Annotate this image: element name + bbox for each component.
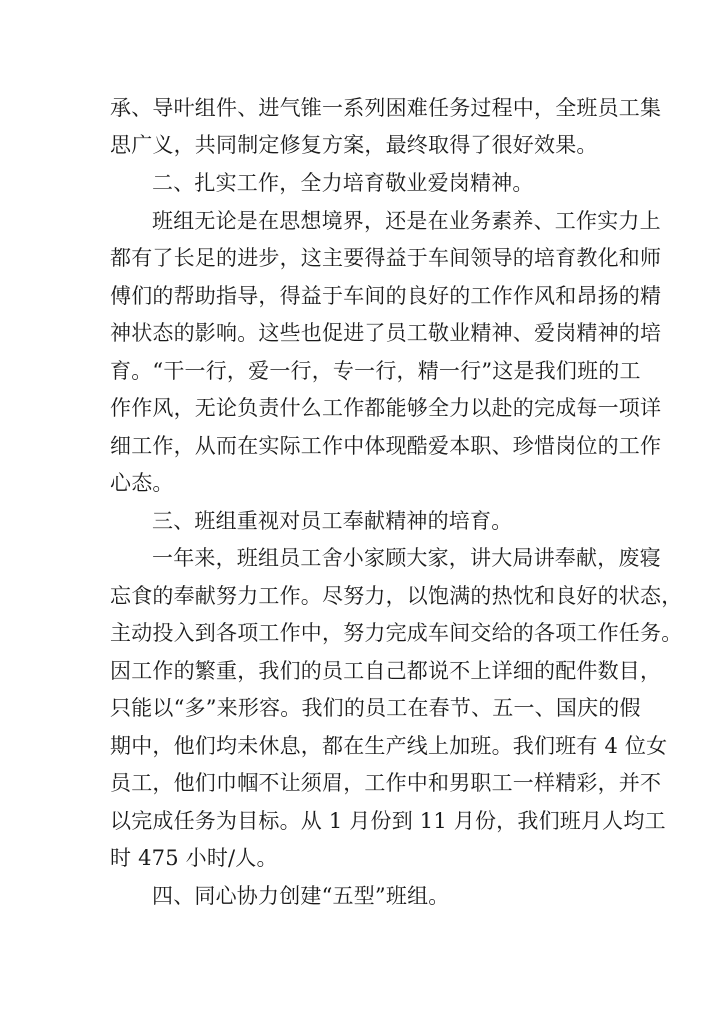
text-line: 班组无论是在思想境界，还是在业务素养、工作实力上 xyxy=(152,209,661,233)
text-line: 因工作的繁重，我们的员工自己都说不上详细的配件数目， xyxy=(110,659,662,683)
text-line: 主动投入到各项工作中，努力完成车间交给的各项工作任务。 xyxy=(110,621,683,645)
text-line: 员工，他们巾帼不让须眉，工作中和男职工一样精彩，并不 xyxy=(110,771,662,795)
text-line: 细工作，从而在实际工作中体现酷爱本职、珍惜岗位的工作 xyxy=(110,434,662,458)
text-line: 期中，他们均未休息，都在生产线上加班。我们班有 4 位女 xyxy=(110,734,668,758)
text-line: 一年来，班组员工舍小家顾大家，讲大局讲奉献，废寝 xyxy=(152,546,661,570)
text-line: 作作风，无论负责什么工作都能够全力以赴的完成每一项详 xyxy=(110,396,662,420)
text-line: 时 475 小时/人。 xyxy=(110,846,278,870)
text-line: 承、导叶组件、进气锥一系列困难任务过程中，全班员工集 xyxy=(110,96,662,120)
text-line: 都有了长足的进步，这主要得益于车间领导的培育教化和师 xyxy=(110,246,662,270)
text-line: 思广义，共同制定修复方案，最终取得了很好效果。 xyxy=(110,133,598,157)
section-heading: 二、扎实工作，全力培育敬业爱岗精神。 xyxy=(152,171,534,195)
text-line: 只能以“多”来形容。我们的员工在春节、五一、国庆的假 xyxy=(110,696,641,720)
section-heading: 四、同心协力创建“五型”班组。 xyxy=(152,884,450,908)
text-line: 傅们的帮助指导，得益于车间的良好的工作作风和昂扬的精 xyxy=(110,284,662,308)
text-line: 育。“干一行，爱一行，专一行，精一行”这是我们班的工 xyxy=(110,359,641,383)
text-line: 神状态的影响。这些也促进了员工敬业精神、爱岗精神的培 xyxy=(110,321,662,345)
text-line: 以完成任务为目标。从 1 月份到 11 月份，我们班月人均工 xyxy=(110,809,666,833)
section-heading: 三、班组重视对员工奉献精神的培育。 xyxy=(152,509,513,533)
text-line: 心态。 xyxy=(110,471,174,495)
text-line: 忘食的奉献努力工作。尽努力，以饱满的热忱和良好的状态， xyxy=(110,584,683,608)
